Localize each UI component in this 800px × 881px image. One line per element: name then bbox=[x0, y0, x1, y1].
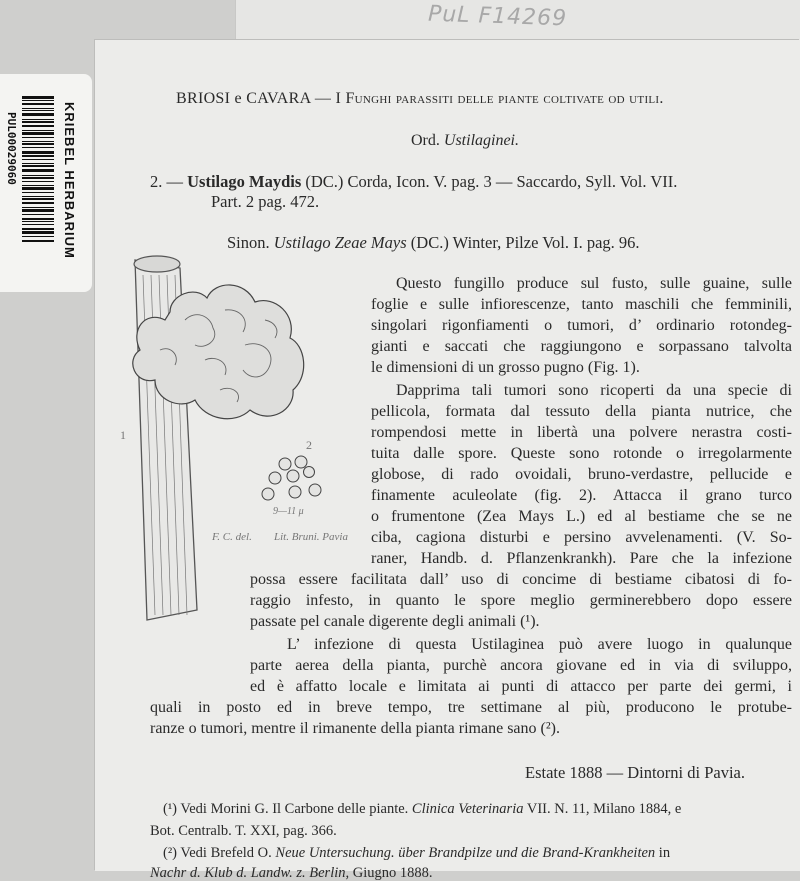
barcode-bar bbox=[22, 132, 54, 135]
barcode-bar bbox=[22, 110, 54, 111]
barcode-bar bbox=[22, 240, 54, 242]
barcode-bar bbox=[22, 187, 54, 190]
barcode-bar bbox=[22, 155, 54, 157]
collection-locality: Estate 1888 — Dintorni di Pavia. bbox=[525, 763, 745, 782]
barcode-bar bbox=[22, 207, 54, 208]
barcode-bar bbox=[22, 185, 54, 186]
herbarium-name: KRIEBEL HERBARIUM bbox=[62, 102, 77, 259]
footnote-2-journal: Nachr d. Klub d. Landw. z. Berlin, bbox=[150, 865, 350, 881]
barcode-bar bbox=[22, 130, 54, 131]
barcode-bar bbox=[22, 96, 54, 99]
body-line: le dimensioni di un grosso pugno (Fig. 1). bbox=[371, 359, 640, 376]
footnote-2 bbox=[163, 845, 670, 862]
barcode-bar bbox=[22, 209, 54, 212]
barcode-bar bbox=[22, 103, 54, 105]
header-authors: BRIOSI e CAVARA bbox=[176, 90, 311, 107]
barcode-bar bbox=[22, 108, 54, 109]
barcode-bar bbox=[22, 231, 54, 234]
barcode-bar bbox=[22, 228, 54, 230]
body-line: quali in posto ed in breve tempo, tre settimane al più, producono le protube- bbox=[150, 699, 792, 716]
barcode-bar bbox=[22, 224, 54, 225]
body-line: ciba, cagiona disturbi e persino avvelenamenti. (V. So- bbox=[371, 529, 792, 546]
barcode-bar bbox=[22, 137, 54, 138]
figure-1-label: 1 bbox=[120, 428, 126, 442]
body-line: parte aerea della pianta, purchè ancora giovane ed in via di sviluppo, bbox=[250, 657, 792, 674]
body-line: pellicola, formata dal tessuto della pianta nutrice, che bbox=[371, 403, 792, 420]
body-line: ed è affatto locale e limitata ai punti di attacco per parte dei germi, i bbox=[250, 678, 792, 695]
body-line: rompendosi mette in libertà una polvere nerastra costi- bbox=[371, 424, 792, 441]
body-line: singolari rigonfiamenti o tumori, d’ ordinario rotondeg- bbox=[371, 317, 792, 334]
body-line: passate pel canale digerente degli animali (¹). bbox=[250, 613, 540, 630]
body-line: globose, di rado ovoidali, bruno-verdastre, pellucide e bbox=[371, 466, 792, 483]
body-line: Questo fungillo produce sul fusto, sulle guaine, sulle bbox=[396, 275, 792, 292]
barcode-bar bbox=[22, 100, 54, 101]
footnote-1-cont: Bot. Centralb. T. XXI, pag. 366. bbox=[150, 823, 337, 839]
barcode-bar bbox=[22, 214, 54, 215]
body-line: tuita dalle spore. Queste sono rotonde o irregolarmente bbox=[371, 445, 792, 462]
footnote-2-title: Neue Untersuchung. über Brandpilze und die Brand-Krankheiten bbox=[275, 845, 656, 861]
order-line bbox=[411, 132, 519, 150]
barcode-bar bbox=[22, 218, 54, 220]
synonym-rest: (DC.) Winter, Pilze Vol. I. pag. 96. bbox=[410, 233, 640, 252]
order-name: Ustilaginei. bbox=[443, 132, 519, 149]
body-line: foglie e sulle infiorescenze, tanto maschili che femminili, bbox=[371, 296, 792, 313]
body-line: gianti e saccati che raggiungono e sorpassano talvolta bbox=[371, 338, 792, 355]
barcode-bar bbox=[22, 163, 54, 164]
header-line bbox=[176, 90, 664, 108]
barcode-bar bbox=[22, 196, 54, 197]
barcode-bar bbox=[22, 113, 54, 116]
herbarium-label bbox=[0, 74, 92, 292]
species-line bbox=[150, 172, 677, 192]
barcode-bar bbox=[22, 125, 54, 127]
barcode-bar bbox=[22, 169, 54, 172]
species-number: 2. — bbox=[150, 172, 183, 191]
footnote-1-ref: VII. N. 11, Milano 1884, e bbox=[526, 801, 682, 817]
barcode-bar bbox=[22, 198, 54, 200]
figure-2-label: 2 bbox=[306, 438, 312, 452]
body-line: raggio infesto, in quanto le spore meglio germinerebbero dopo essere bbox=[250, 592, 792, 609]
body-line: finamente aculeolate (fig. 2). Attacca il grano turco bbox=[371, 487, 792, 504]
footnote-1-text: (¹) Vedi Morini G. Il Carbone delle piante. bbox=[163, 801, 409, 817]
footnote-2-in: in bbox=[658, 845, 671, 861]
footnote-2-date: Giugno 1888. bbox=[352, 865, 433, 881]
barcode-bar bbox=[22, 221, 54, 222]
order-prefix: Ord. bbox=[411, 132, 440, 149]
synonym-prefix: Sinon. bbox=[227, 233, 270, 252]
body-line: Dapprima tali tumori sono ricoperti da una specie di bbox=[396, 382, 792, 399]
barcode-bar bbox=[22, 143, 54, 145]
barcode-bar bbox=[22, 119, 54, 120]
body-line: L’ infezione di questa Ustilaginea può avere luogo in qualunque bbox=[287, 636, 792, 653]
barcode-bar bbox=[22, 141, 54, 142]
catalog-annotation: PuL F14269 bbox=[427, 1, 568, 32]
barcode-bar bbox=[22, 181, 54, 182]
footnote-1-journal: Clinica Veterinaria bbox=[411, 801, 524, 817]
footnote-2-author: (²) Vedi Brefeld O. bbox=[163, 845, 272, 861]
barcode-bar bbox=[22, 202, 54, 204]
species-name: Ustilago Maydis bbox=[187, 172, 302, 191]
body-line: ranze o tumori, mentre il rimanente della pianta rimane sano (²). bbox=[150, 720, 560, 737]
barcode-bar bbox=[22, 159, 54, 160]
header-title: — I Funghi parassiti delle piante coltivate od utili. bbox=[314, 90, 664, 107]
barcode-bar bbox=[22, 147, 54, 148]
figure-credit-left: F. C. del. bbox=[212, 531, 252, 543]
barcode-bar bbox=[22, 177, 54, 179]
barcode bbox=[22, 96, 54, 266]
footnote-1 bbox=[163, 801, 681, 818]
figure-scale: 9—11 μ bbox=[273, 506, 304, 517]
footnote-2-cont bbox=[150, 866, 433, 881]
body-line: possa essere facilitata dall’ uso di concime di bestiame cibatosi di fo- bbox=[250, 571, 792, 588]
barcode-number: PUL00029060 bbox=[5, 112, 18, 185]
barcode-bar bbox=[22, 192, 54, 193]
barcode-bar bbox=[22, 175, 54, 176]
body-line: o frumentone (Zea Mays L.) ed al bestiame che se ne bbox=[371, 508, 792, 525]
species-citation-2: Part. 2 pag. 472. bbox=[211, 192, 320, 211]
synonym-name: Ustilago Zeae Mays bbox=[273, 233, 407, 252]
body-line: raner, Handb. d. Pflanzenkrankh). Pare che la infezione bbox=[371, 550, 792, 567]
species-citation: (DC.) Corda, Icon. V. pag. 3 — Saccardo, Syll. Vol. VII. bbox=[305, 172, 678, 191]
figure-credit-right: Lit. Bruni. Pavia bbox=[274, 531, 348, 543]
barcode-bar bbox=[22, 151, 54, 154]
barcode-bar bbox=[22, 121, 54, 123]
barcode-bar bbox=[22, 165, 54, 167]
barcode-bar bbox=[22, 236, 54, 237]
